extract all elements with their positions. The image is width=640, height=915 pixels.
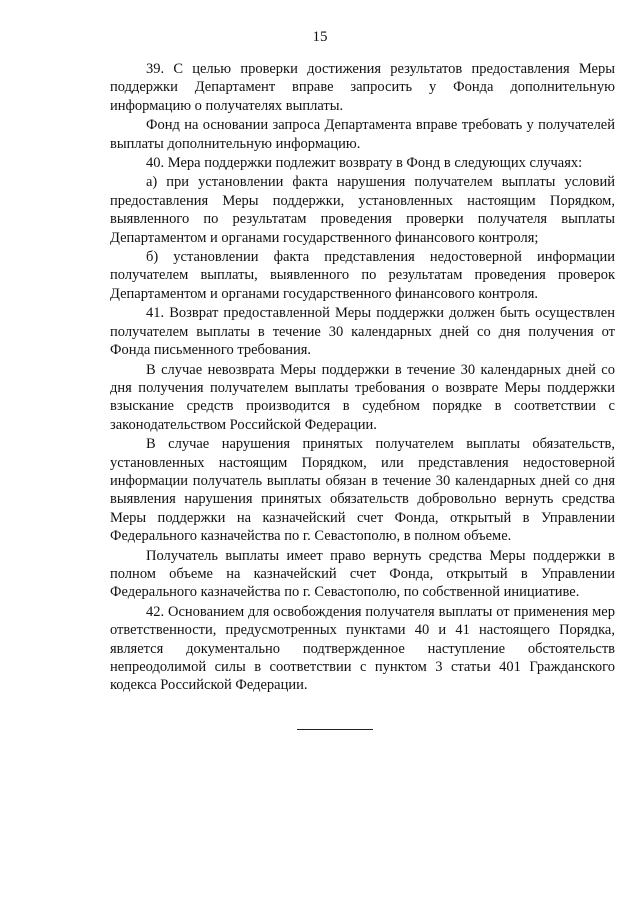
paragraph-39: 39. С целью проверки достижения результатов предоставления Меры поддержки Департамент вправе запросить у Фонда дополнительную информацию о получателях выплаты. bbox=[110, 61, 615, 114]
paragraph-violation: В случае нарушения принятых получателем выплаты обязательств, установленных настоящим Порядком, или представления недостоверной информации получатель выплаты обязан в течение 30 календарных дней со дня выявления нарушения принятых обязательств добровольно вернуть средства Меры поддержки на казначейский счет Фонда, открытый в Управлении Федерального казначейства по г. Севастополю, в полном объеме. bbox=[110, 436, 615, 545]
paragraph-voluntary-return: Получатель выплаты имеет право вернуть средства Меры поддержки в полном объеме на казначейский счет Фонда, открытый в Управлении Федерального казначейства по г. Севастополю, по собственной инициативе. bbox=[110, 547, 615, 601]
page-number: 15 bbox=[312, 29, 328, 45]
paragraph-fund-request: Фонд на основании запроса Департамента вправе требовать у получателей выплаты дополнительную информацию. bbox=[110, 117, 615, 152]
paragraph-40-a: а) при установлении факта нарушения получателем выплаты условий предоставления Меры поддержки, установленных настоящим Порядком, выявленного по результатам проведения проверки получателя выплаты Департаментом и органами государственного финансового контроля; bbox=[110, 174, 615, 246]
paragraph-40-b: б) установлении факта представления недостоверной информации получателем выплаты, выявленного по результатам проведения проверок Департаментом и органами государственного финансового контроля. bbox=[110, 249, 615, 302]
paragraph-41: 41. Возврат предоставленной Меры поддержки должен быть осуществлен получателем выплаты в течение 30 календарных дней со дня получения от Фонда письменного требования. bbox=[110, 305, 615, 359]
paragraph-non-return: В случае невозврата Меры поддержки в течение 30 календарных дней со дня получения получателем выплаты требования о возврате Меры поддержки взыскание средств производится в судебном порядке в соответствии с законодательством Российской Федерации. bbox=[110, 361, 615, 433]
paragraph-40: 40. Мера поддержки подлежит возврату в Фонд в следующих случаях: bbox=[146, 155, 583, 172]
end-separator-line bbox=[297, 729, 373, 730]
document-body bbox=[110, 60, 615, 696]
paragraph-42: 42. Основанием для освобождения получателя выплаты от применения мер ответственности, предусмотренных пунктами 40 и 41 настоящего Порядка, является документально подтвержденное наступление обстоятельств непреодолимой силы в соответствии с пунктом 3 статьи 401 Гражданского кодекса Российской Федерации. bbox=[110, 603, 615, 694]
